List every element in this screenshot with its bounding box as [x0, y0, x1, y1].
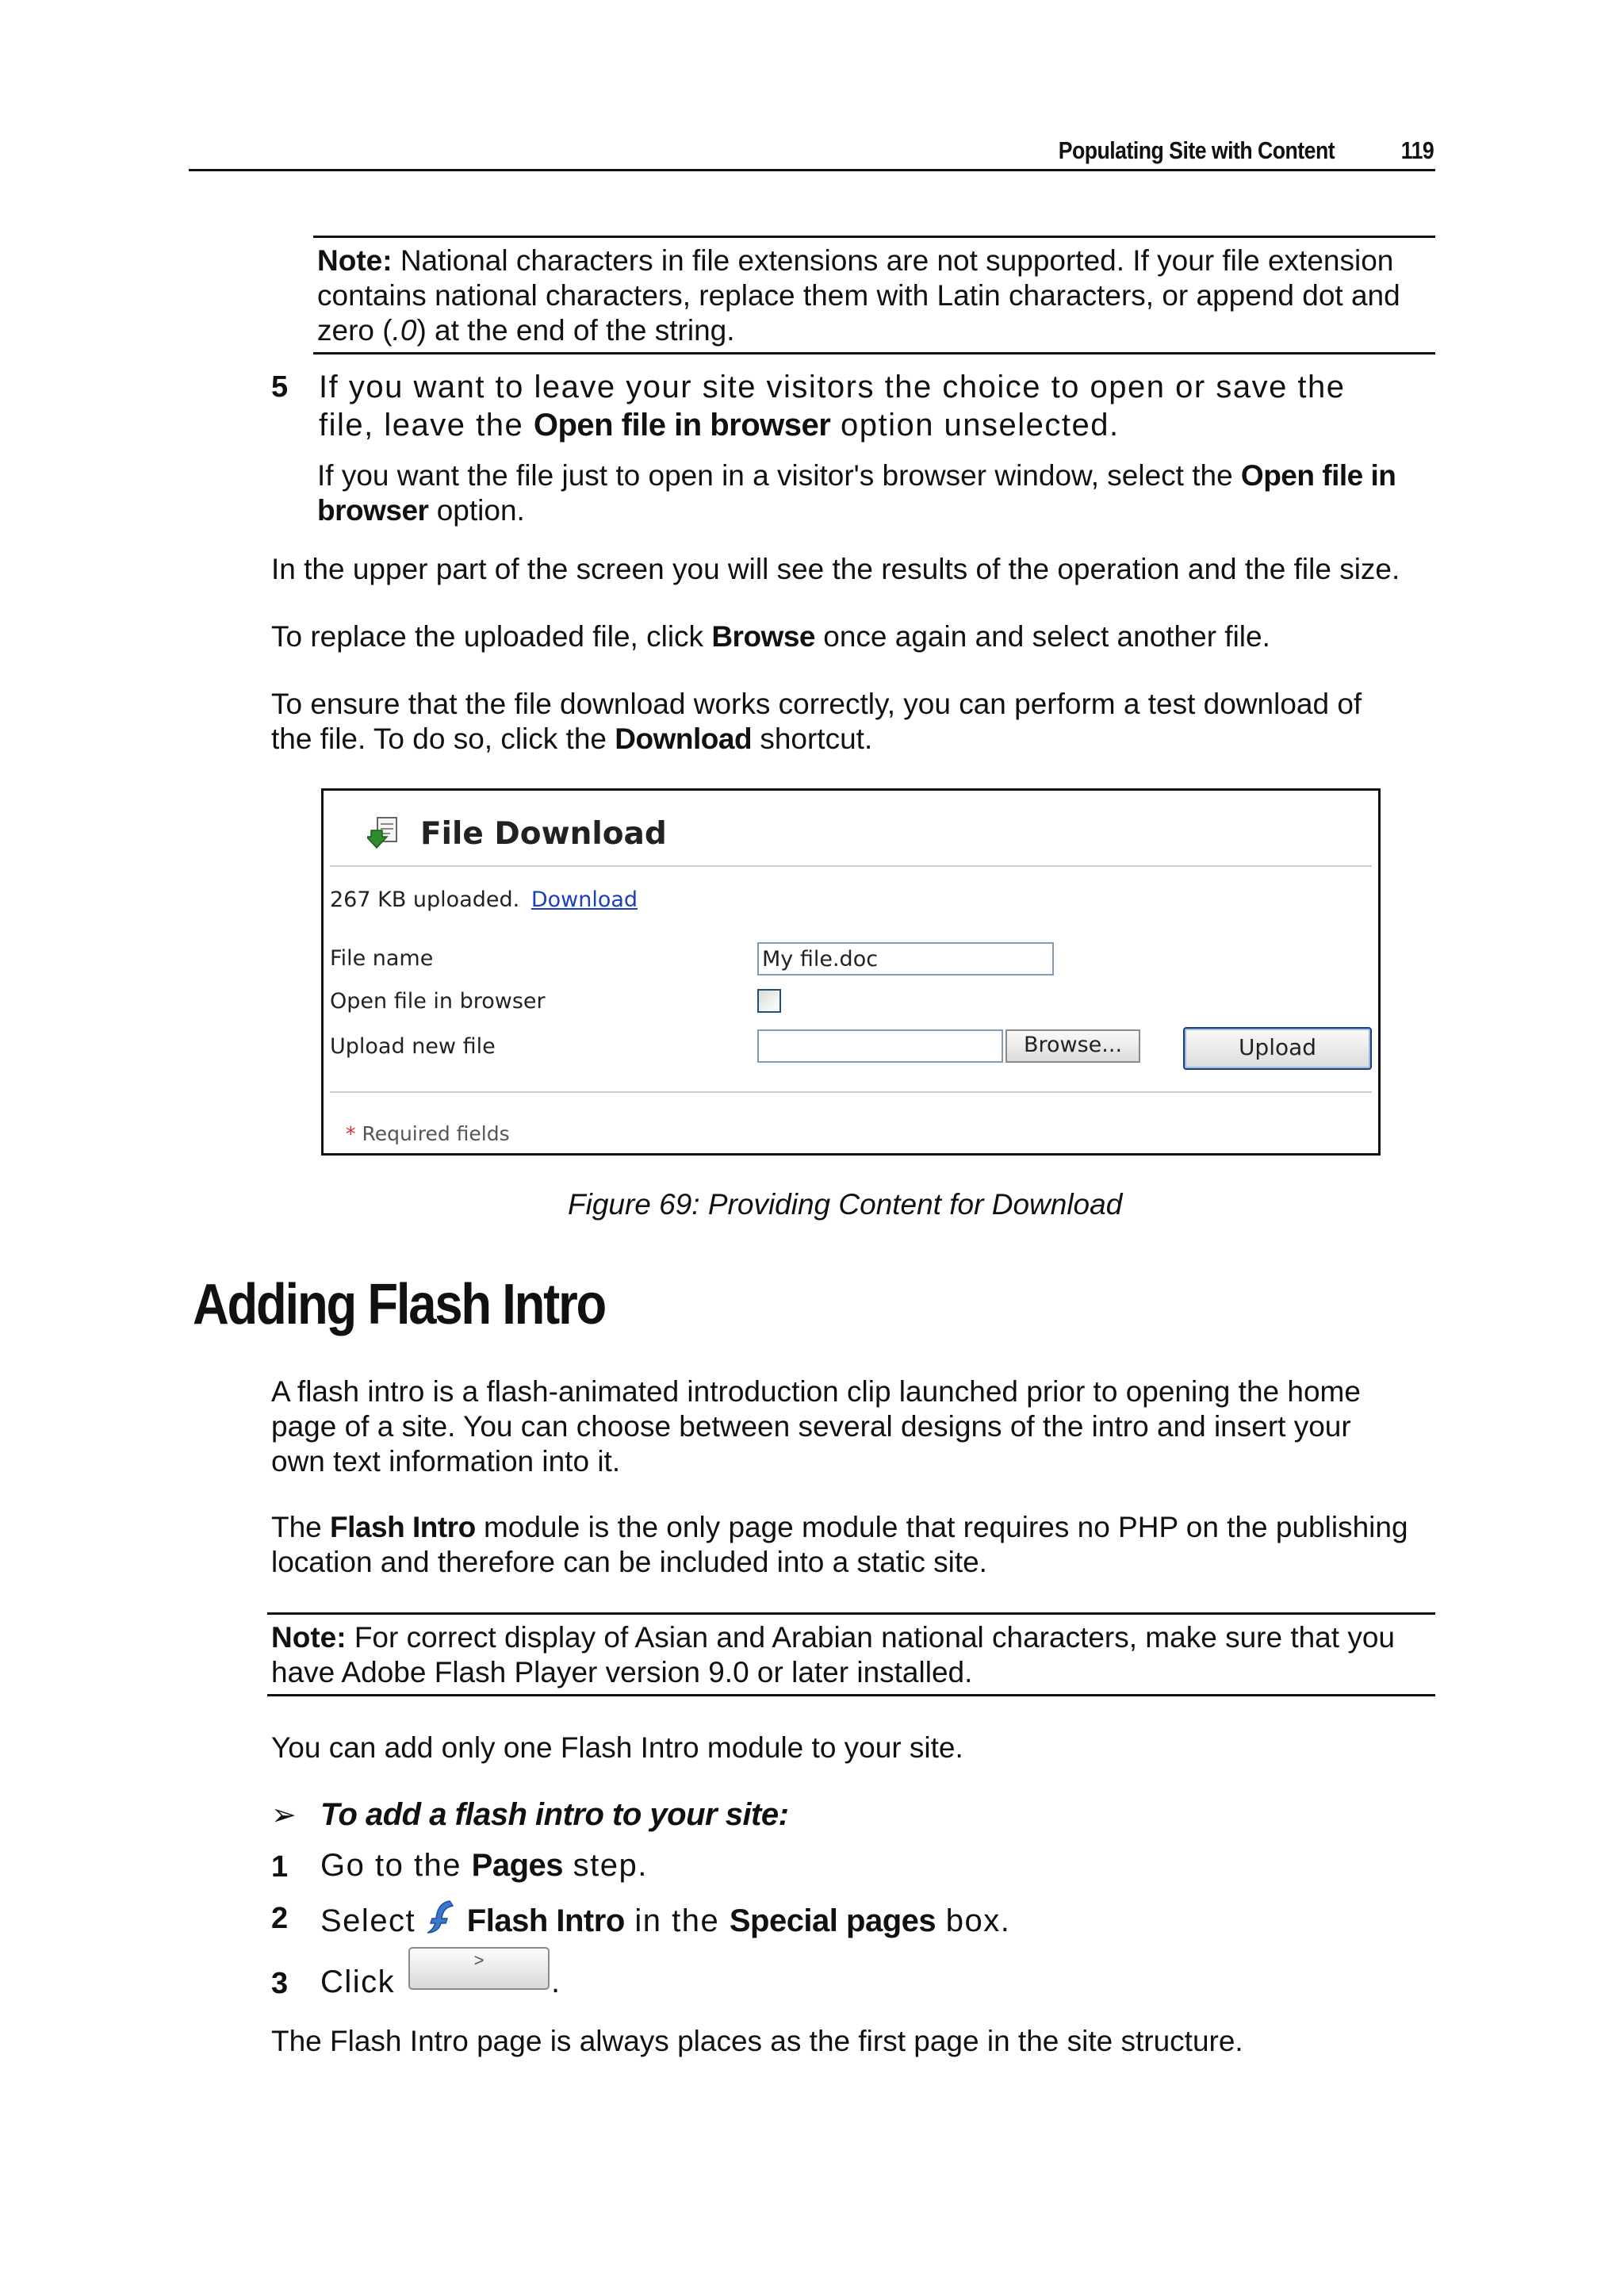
note-italic: .0	[392, 314, 417, 347]
paragraph-only-one: You can add only one Flash Intro module to your site.	[271, 1731, 963, 1764]
sub-bold: browser	[317, 494, 429, 527]
step-text: step.	[563, 1848, 648, 1883]
note-line: For correct display of Asian and Arabian national characters, make sure that you	[354, 1621, 1395, 1654]
required-fields-note	[346, 1122, 510, 1145]
para-bold: Browse	[711, 620, 815, 653]
para-text: once again and select another file.	[814, 620, 1270, 653]
paragraph-flash-module	[271, 1510, 1421, 1580]
paragraph-upper-part: In the upper part of the screen you will see the results of the operation and the file size.	[271, 553, 1400, 585]
step-line: If you want to leave your site visitors the choice to open or save the	[319, 370, 1346, 404]
open-in-browser-label: Open file in browser	[330, 989, 546, 1014]
open-in-browser-checkbox[interactable]	[757, 989, 781, 1013]
step-2-text	[320, 1899, 1010, 1939]
step-3-period: .	[551, 1964, 561, 1999]
required-star: *	[346, 1122, 356, 1145]
para-line: location and therefore can be included into a static site.	[271, 1546, 987, 1578]
step-text: Select	[320, 1903, 426, 1938]
step-bold: Open file in browser	[533, 408, 831, 443]
para-line: page of a site. You can choose between several designs of the intro and insert your	[271, 1410, 1351, 1443]
download-link[interactable]: Download	[530, 887, 638, 912]
screenshot-title: File Download	[420, 816, 667, 852]
upload-status	[330, 887, 638, 912]
step-5-text	[319, 368, 1445, 444]
note-national-characters	[317, 243, 1435, 348]
note-bottom-rule	[313, 352, 1435, 355]
figure-caption: Figure 69: Providing Content for Download	[568, 1188, 1123, 1221]
sub-bold: Open file in	[1240, 459, 1396, 492]
step-text: in the	[624, 1903, 730, 1938]
note-label: Note:	[271, 1621, 347, 1654]
note-top-rule	[267, 1612, 1435, 1615]
step-text: Go to the	[320, 1848, 472, 1883]
upload-new-file-label: Upload new file	[330, 1034, 496, 1059]
para-text: the file. To do so, click the	[271, 723, 615, 755]
procedure-title: To add a flash intro to your site:	[320, 1797, 789, 1832]
next-button[interactable]: >	[408, 1947, 550, 1990]
para-line: own text information into it.	[271, 1445, 621, 1478]
note-line: National characters in file extensions are not supported. If your file extension	[400, 244, 1394, 277]
paragraph-ensure-download	[271, 687, 1413, 757]
step-text: Click	[320, 1964, 396, 1999]
file-name-label: File name	[330, 946, 434, 971]
step-5-subtext	[317, 458, 1443, 528]
screenshot-title-divider	[330, 865, 1372, 867]
para-bold: Flash Intro	[330, 1511, 476, 1543]
page-number: 119	[1400, 136, 1434, 164]
paragraph-flash-intro	[271, 1374, 1413, 1479]
file-download-screenshot	[321, 788, 1381, 1156]
step-number: 3	[271, 1967, 289, 2000]
para-line: To ensure that the file download works correctly, you can perform a test download of	[271, 688, 1362, 720]
upload-status-text: 267 KB uploaded.	[330, 887, 520, 912]
sub-text: option.	[428, 494, 525, 527]
para-line: A flash intro is a flash-animated introduction clip launched prior to opening the home	[271, 1375, 1361, 1408]
paragraph-replace-file	[271, 619, 1270, 654]
step-number: 5	[271, 370, 289, 404]
note-bottom-rule	[267, 1694, 1435, 1696]
para-text: To replace the uploaded file, click	[271, 620, 712, 653]
step-text: box.	[936, 1903, 1011, 1938]
screenshot-footer-divider	[330, 1091, 1372, 1093]
file-name-input[interactable]: My file.doc	[757, 942, 1054, 976]
step-number: 2	[271, 1902, 289, 1935]
procedure-bullet: ➢	[271, 1799, 297, 1832]
upload-button[interactable]: Upload	[1183, 1027, 1372, 1070]
note-text: ) at the end of the string.	[416, 314, 735, 347]
running-header-title: Populating Site with Content	[1058, 136, 1335, 164]
note-top-rule	[313, 236, 1435, 238]
para-text: module is the only page module that requires no PHP on the publishing	[475, 1511, 1408, 1543]
step-text: file, leave the	[319, 408, 534, 443]
paragraph-final: The Flash Intro page is always places as the first page in the site structure.	[271, 2025, 1243, 2057]
step-number: 1	[271, 1850, 289, 1884]
para-text: shortcut.	[752, 723, 873, 755]
step-3-text	[320, 1964, 395, 2000]
upload-file-path-input[interactable]	[757, 1029, 1003, 1063]
step-text: option unselected.	[830, 408, 1120, 443]
note-line: have Adobe Flash Player version 9.0 or later installed.	[271, 1656, 973, 1688]
note-asian-arabian	[271, 1620, 1433, 1690]
step-bold: Flash Intro	[466, 1903, 625, 1938]
header-rule	[189, 169, 1435, 171]
note-text: zero (	[317, 314, 393, 347]
sub-text: If you want the file just to open in a visitor's browser window, select the	[317, 459, 1241, 492]
step-bold: Pages	[471, 1848, 564, 1883]
step-1-text	[320, 1848, 648, 1884]
note-label: Note:	[317, 244, 393, 277]
note-line: contains national characters, replace them with Latin characters, or append dot and	[317, 279, 1400, 312]
flash-intro-icon	[426, 1899, 458, 1934]
step-bold: Special pages	[729, 1903, 936, 1938]
para-text: The	[271, 1511, 331, 1543]
file-download-icon	[367, 815, 404, 851]
required-text: Required fields	[362, 1122, 510, 1145]
browse-button[interactable]: Browse...	[1005, 1029, 1140, 1063]
section-heading: Adding Flash Intro	[193, 1273, 606, 1336]
para-bold: Download	[615, 723, 753, 755]
